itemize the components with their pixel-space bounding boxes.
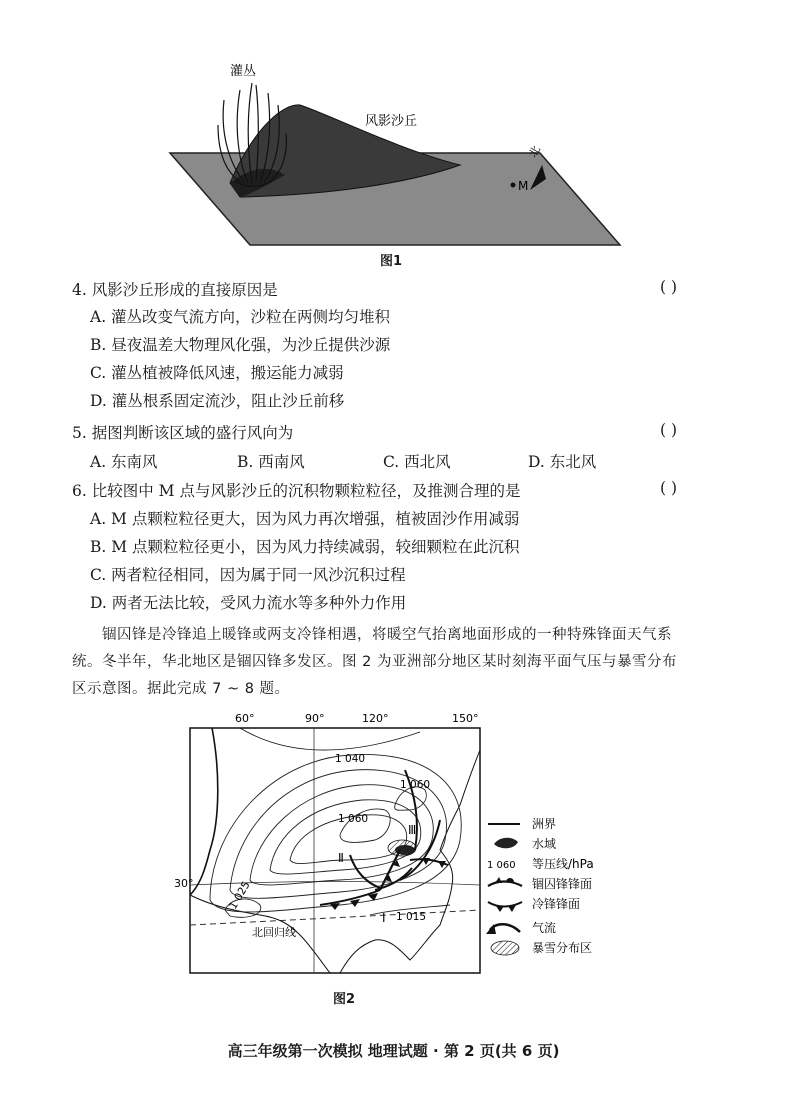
region-2-label: Ⅱ — [338, 851, 344, 865]
page-footer: 高三年级第一次模拟 地理试题 · 第 2 页(共 6 页) — [227, 1042, 560, 1060]
legend-occluded-front-symbol — [488, 882, 522, 887]
question-4-stem: 4. 风影沙丘形成的直接原因是 — [72, 281, 278, 299]
shrub-label: 灌丛 — [230, 64, 257, 79]
question-5-option-a: A. 东南风 — [90, 453, 158, 471]
question-5-option-d: D. 东北风 — [528, 453, 597, 471]
question-5-answer-blank: ( ) — [660, 421, 678, 439]
legend-snow-label: 暴雪分布区 — [532, 941, 593, 955]
passage-line-2: 统。冬半年，华北地区是锢囚锋多发区。图 2 为亚洲部分地区某时刻海平面气压与暴雪分布 — [72, 654, 677, 670]
legend-airflow-label: 气流 — [532, 921, 557, 935]
figure-2-pressure-map — [174, 710, 620, 980]
figure-2-caption: 图2 — [333, 992, 356, 1007]
lon-150-label: 150° — [452, 712, 479, 725]
legend-water-icon — [494, 838, 518, 849]
question-6-option-d: D. 两者无法比较，受风力流水等多种外力作用 — [90, 594, 407, 612]
question-5-stem: 5. 据图判断该区域的盛行风向为 — [72, 424, 294, 442]
question-6-answer-blank: ( ) — [660, 479, 678, 497]
tropic-label: 北回归线 — [252, 926, 296, 939]
legend-cold-label: 冷锋锋面 — [532, 897, 581, 911]
question-6-stem: 6. 比较图中 M 点与风影沙丘的沉积物颗粒粒径，及推测合理的是 — [72, 482, 521, 500]
legend-isobar-sample: 1 060 — [487, 860, 516, 871]
legend-boundary-label: 洲界 — [532, 817, 557, 831]
legend-water-label: 水域 — [532, 837, 557, 851]
question-6-option-b: B. M 点颗粒粒径更小，因为风力持续减弱，较细颗粒在此沉积 — [90, 538, 520, 556]
question-4-answer-blank: ( ) — [660, 278, 678, 296]
north-label: 北 — [526, 143, 544, 160]
map-legend — [486, 817, 594, 955]
isobar-1060-label-b: 1 060 — [338, 813, 369, 825]
question-4-option-c: C. 灌丛植被降低风速，搬运能力减弱 — [90, 364, 344, 382]
passage-line-3: 区示意图。据此完成 7 ~ 8 题。 — [72, 681, 290, 697]
legend-cold-front-symbol — [488, 902, 522, 907]
isobar-1015-label: 1 015 — [396, 911, 427, 923]
question-5-option-b: B. 西南风 — [237, 453, 305, 471]
legend-isobar-label: 等压线/hPa — [532, 857, 594, 871]
isobar-1040-label: 1 040 — [335, 753, 366, 765]
question-4-option-d: D. 灌丛根系固定流沙，阻止沙丘前移 — [90, 392, 345, 410]
dune-label: 风影沙丘 — [365, 114, 418, 129]
lon-90-label: 90° — [305, 712, 325, 725]
passage-line-1: 锢囚锋是冷锋追上暖锋或两支冷锋相遇，将暖空气抬离地面形成的一种特殊锋面天气系 — [102, 627, 672, 643]
figure-1-dune-diagram — [160, 55, 630, 255]
point-m-label: M — [518, 179, 529, 193]
point-m-marker — [511, 183, 516, 188]
question-6-option-c: C. 两者粒径相同，因为属于同一风沙沉积过程 — [90, 566, 406, 584]
figure-1-caption: 图1 — [380, 254, 403, 269]
lon-60-label: 60° — [235, 712, 255, 725]
region-3-label: Ⅲ — [408, 823, 417, 837]
isobar-1025-label: 1 025 — [227, 879, 253, 912]
passage-text — [72, 622, 722, 703]
snow-area-1 — [388, 840, 416, 856]
question-4-option-a: A. 灌丛改变气流方向，沙粒在两侧均匀堆积 — [90, 308, 391, 326]
legend-occluded-label: 锢囚锋锋面 — [532, 877, 593, 891]
question-6-option-a: A. M 点颗粒粒径更大，因为风力再次增强，植被固沙作用减弱 — [90, 510, 520, 528]
lon-120-label: 120° — [362, 712, 389, 725]
lat-30-label: 30° — [174, 877, 194, 890]
question-5-option-c: C. 西北风 — [383, 453, 451, 471]
legend-snow-icon — [491, 941, 519, 955]
question-4-option-b: B. 昼夜温差大物理风化强，为沙丘提供沙源 — [90, 336, 391, 354]
isobar-1060-label-a: 1 060 — [400, 779, 431, 791]
region-1-label: Ⅰ — [382, 911, 386, 925]
